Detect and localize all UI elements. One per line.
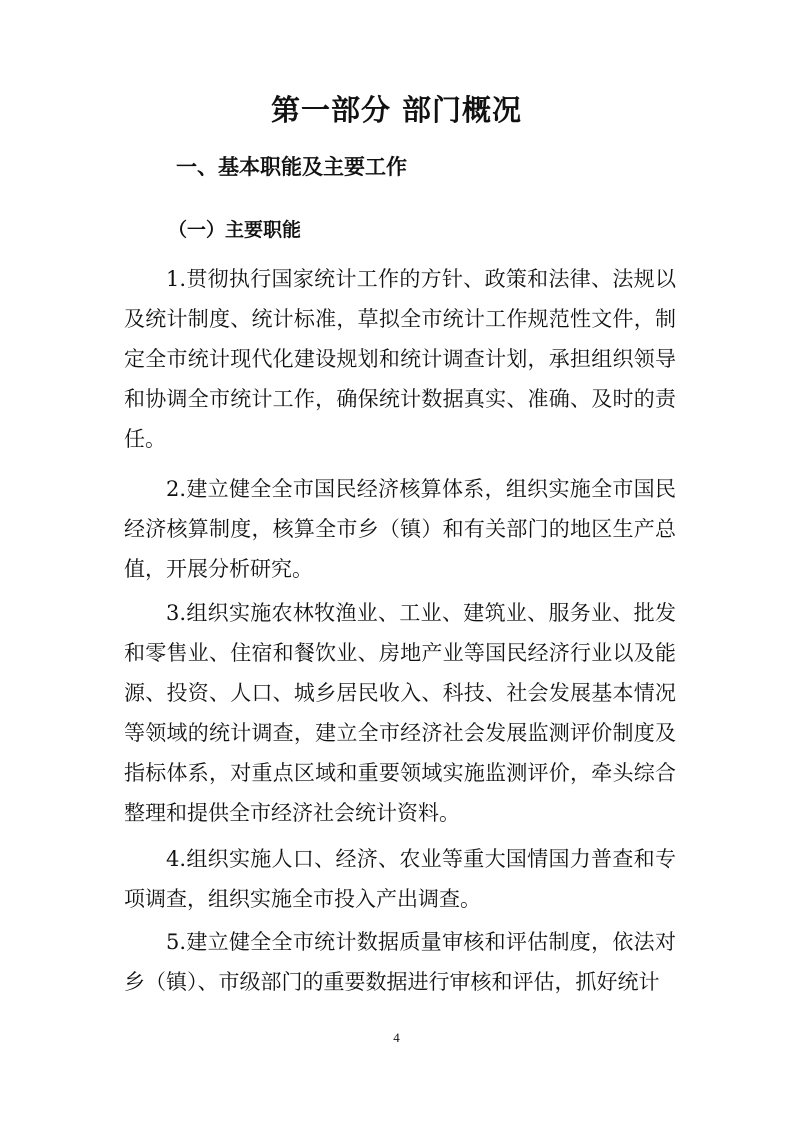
page-title: 第一部分 部门概况 <box>270 93 523 127</box>
section-heading: 一、基本职能及主要工作 <box>176 155 407 179</box>
sub-heading: （一）主要职能 <box>168 219 302 241</box>
paragraph-2: 2.建立健全全市国民经济核算体系，组织实施全市国民经济核算制度，核算全市乡（镇）和有关部门的地区生产总值，开展分析研究。 <box>124 477 676 581</box>
page-number: 4 <box>393 1030 400 1045</box>
paragraph-1: 1.贯彻执行国家统计工作的方针、政策和法律、法规以及统计制度、统计标准，草拟全市统计工作规范性文件，制定全市统计现代化建设规划和统计调查计划，承担组织领导和协调全市统计工作，确保统计数据真实、准确、及时的责任。 <box>124 267 676 451</box>
paragraph-5: 5.建立健全全市统计数据质量审核和评估制度，依法对乡（镇）、市级部门的重要数据进行审核和评估，抓好统计 <box>124 930 676 994</box>
paragraph-3: 3.组织实施农林牧渔业、工业、建筑业、服务业、批发和零售业、住宿和餐饮业、房地产业等国民经济行业以及能源、投资、人口、城乡居民收入、科技、社会发展基本情况等领域的统计调查，建立全市经济社会发展监测评价制度及指标体系，对重点区域和重要领域实施监测评价，牵头综合整理和提供全市经济社会统计资料。 <box>124 601 676 825</box>
paragraph-4: 4.组织实施人口、经济、农业等重大国情国力普查和专项调查，组织实施全市投入产出调查。 <box>124 847 676 911</box>
